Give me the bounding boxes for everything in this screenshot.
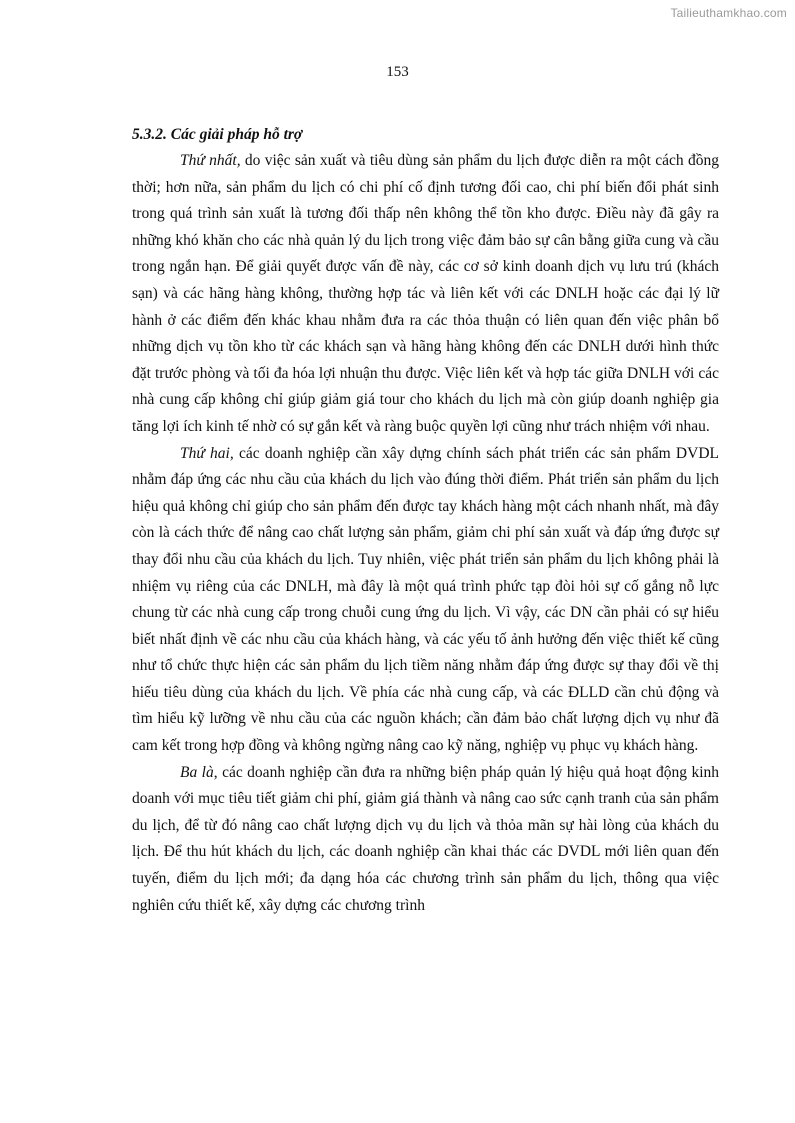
section-heading: 5.3.2. Các giải pháp hỗ trợ: [132, 126, 303, 143]
paragraph-second: [132, 441, 719, 760]
document-body: [132, 122, 719, 919]
paragraph-text: do việc sản xuất và tiêu dùng sản phẩm du lịch được diễn ra một cách đồng thời; hơn nữa, sản phẩm du lịch có chi phí cố định tương đối cao, chi phí biến đổi phát sinh trong quá trình sản xuất là tương đối thấp nên không thể tồn kho được. Điều này đã gây ra những khó khăn cho các nhà quản lý du lịch trong việc đảm bảo sự cân bằng giữa cung và cầu trong ngắn hạn. Để giải quyết được vấn đề này, các cơ sở kinh doanh dịch vụ lưu trú (khách sạn) và các hãng hàng không, thường hợp tác và liên kết với các DNLH hoặc các đại lý lữ hành ở các điểm đến khác khau nhằm đưa ra các thỏa thuận có liên quan đến việc phân bổ những dịch vụ tồn kho từ các khách sạn và hãng hàng không đến các DNLH dưới hình thức đặt trước phòng và tối đa hóa lợi nhuận thu được. Việc liên kết và hợp tác giữa DNLH với các nhà cung cấp không chỉ giúp giảm giá tour cho khách du lịch mà còn giúp doanh nghiệp gia tăng lợi ích kinh tế nhờ có sự gắn kết và ràng buộc quyền lợi cũng như trách nhiệm với nhau.: [132, 152, 719, 435]
paragraph-first: [132, 148, 719, 441]
paragraph-text: , các doanh nghiệp cần đưa ra những biện pháp quản lý hiệu quả hoạt động kinh doanh với mục tiêu tiết giảm chi phí, giảm giá thành và nâng cao sức cạnh tranh của sản phẩm du lịch, để từ đó nâng cao chất lượng dịch vụ du lịch và thỏa mãn sự hài lòng của khách du lịch. Để thu hút khách du lịch, các doanh nghiệp cần khai thác các DVDL mới liên quan đến tuyến, điểm du lịch mới; đa dạng hóa các chương trình sản phẩm du lịch, thông qua việc nghiên cứu thiết kế, xây dựng các chương trình: [132, 763, 720, 914]
paragraph-lead: Thứ nhất,: [180, 152, 241, 169]
paragraph-text: các doanh nghiệp cần xây dựng chính sách phát triển các sản phẩm DVDL nhằm đáp ứng các nhu cầu của khách du lịch vào đúng thời điểm. Phát triển sản phẩm du lịch hiệu quả không chỉ giúp cho sản phẩm đến được tay khách hàng một cách nhanh nhất, mà đây còn là cách thức để nâng cao chất lượng sản phẩm, giảm chi phí sản xuất và đáp ứng được sự thay đổi nhu cầu của khách du lịch. Tuy nhiên, việc phát triển sản phẩm du lịch không phải là nhiệm vụ riêng của các DNLH, mà đây là một quá trình phức tạp đòi hỏi sự cố gắng nỗ lực chung từ các nhà cung cấp trong chuỗi cung ứng du lịch. Vì vậy, các DN cần phải có sự hiểu biết nhất định về các nhu cầu của khách hàng, và các yếu tố ảnh hưởng đến việc thiết kế cũng như tổ chức thực hiện các sản phẩm du lịch tiềm năng nhằm đáp ứng được sự thay đổi về thị hiếu tiêu dùng của khách du lịch. Về phía các nhà cung cấp, và các ĐLLD cần chủ động và tìm hiểu kỹ lưỡng về nhu cầu của các nguồn khách; cần đảm bảo chất lượng dịch vụ như đã cam kết trong hợp đồng và không ngừng nâng cao kỹ năng, nghiệp vụ phục vụ khách hàng.: [132, 444, 719, 755]
watermark: Tailieuthamkhao.com: [670, 6, 787, 20]
page-number: 153: [386, 64, 409, 80]
paragraph-lead: Thứ hai,: [180, 444, 234, 462]
paragraph-lead: Ba là: [180, 763, 214, 781]
paragraph-third: [132, 760, 719, 920]
